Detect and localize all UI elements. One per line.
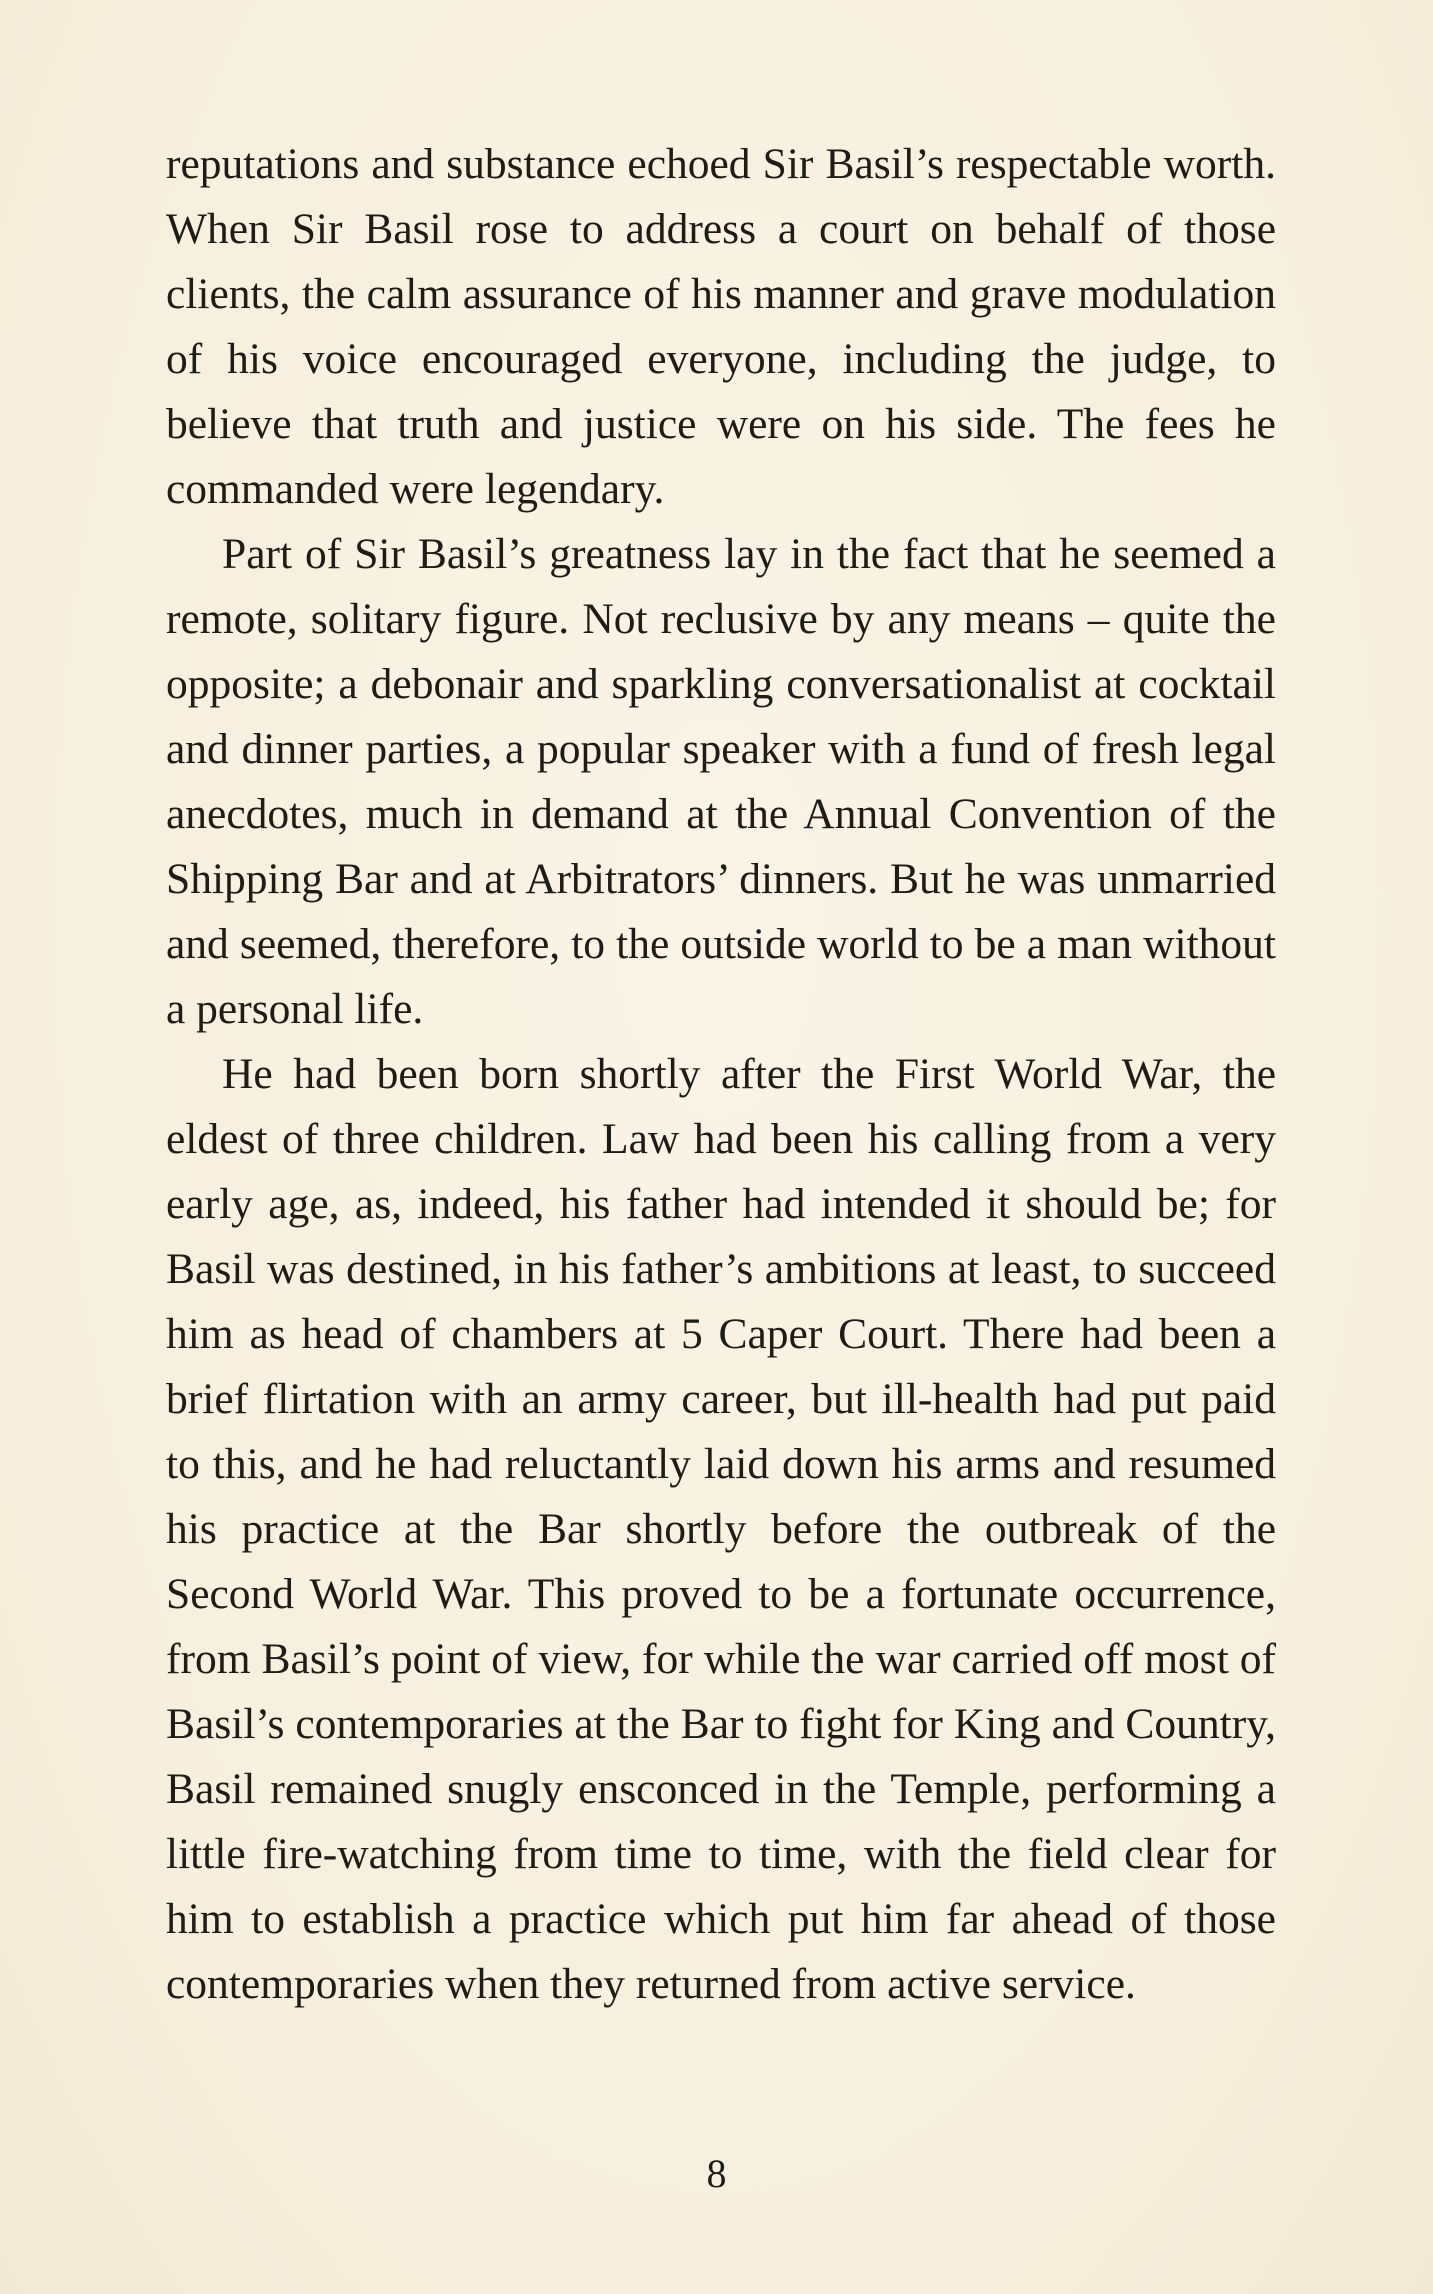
body-text xyxy=(166,132,1276,2017)
page-number: 8 xyxy=(706,2151,727,2196)
paragraph-sir-basil-greatness: Part of Sir Basil’s greatness lay in the fact that he seemed a remote, solitary figure. Not reclusive by any means – quite the opposite; a debonair and sparkling conversationalist at cocktail and dinner parties, a popular speaker with a fund of fresh legal anecdotes, much in demand at the Annual Convention of the Shipping Bar and at Arbitrators’ dinners. But he was unmarried and seemed, therefore, to the outside world to be a man without a personal life. xyxy=(166,530,1276,1033)
paragraph-basil-early-life: He had been born shortly after the First World War, the eldest of three children. Law had been his calling from a very early age, as, indeed, his father had intended it should be; for Basil was destined, in his father’s ambitions at least, to succeed him as head of chambers at 5 Caper Court. There had been a brief flirtation with an army career, but ill-health had put paid to this, and he had reluctantly laid down his arms and resumed his practice at the Bar shortly before the outbreak of the Second World War. This proved to be a fortunate occurrence, from Basil’s point of view, for while the war carried off most of Basil’s contemporaries at the Bar to fight for King and Country, Basil remained snugly ensconced in the Temple, performing a little fire-watching from time to time, with the field clear for him to establish a practice which put him far ahead of those contemporaries when they returned from active service. xyxy=(166,1050,1276,2008)
paragraph-reputations: reputations and substance echoed Sir Basil’s respectable worth. When Sir Basil rose to address a court on behalf of those clients, the calm assurance of his manner and grave modulation of his voice encouraged everyone, including the judge, to believe that truth and justice were on his side. The fees he commanded were legendary. xyxy=(166,140,1276,513)
